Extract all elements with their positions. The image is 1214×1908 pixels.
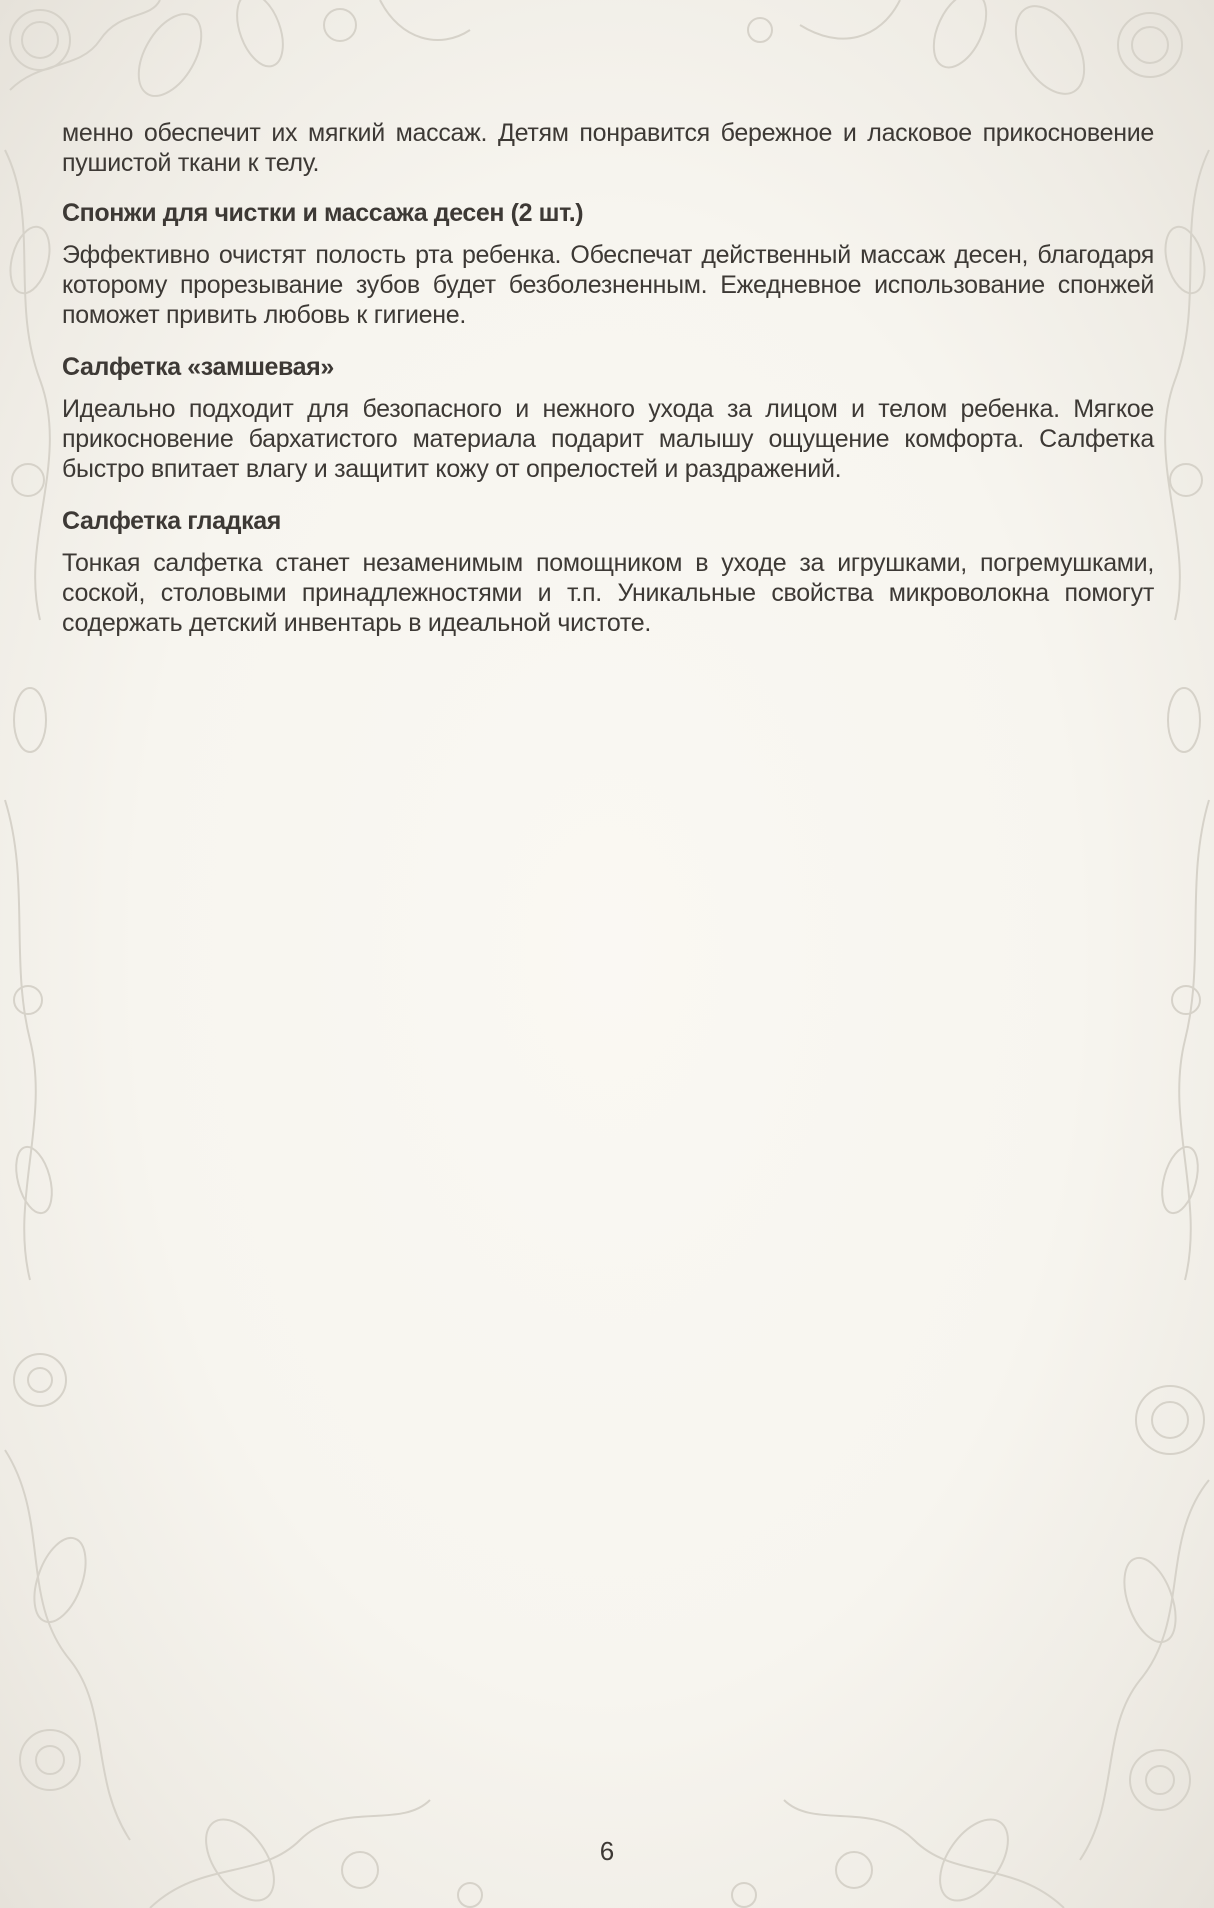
section-heading-sponges: Спонжи для чистки и массажа десен (2 шт.) xyxy=(62,199,584,227)
section-text-smooth-wipe: Тонкая салфетка станет незаменимым помощником в уходе за игрушками, погремушками, соской, столовыми принадлежностями и т.п. Уникальные свойства микроволокна помогут содержать детский инвентарь в идеальной чистоте. xyxy=(62,549,1154,637)
continued-paragraph: менно обеспечит их мягкий массаж. Детям понравится бережное и ласковое прикосновение пушистой ткани к телу. xyxy=(62,119,1154,177)
section-text-suede-wipe: Идеально подходит для безопасного и нежного ухода за лицом и телом ребенка. Мягкое прикосновение бархатистого материала подарит малышу ощущение комфорта. Салфетка быстро впитает влагу и защитит кожу от опрелостей и раздражений. xyxy=(62,395,1154,483)
section-text-sponges: Эффективно очистят полость рта ребенка. Обеспечат действенный массаж десен, благодаря которому прорезывание зубов будет безболезненным. Ежедневное использование спонжей поможет привить любовь к гигиене. xyxy=(62,241,1154,329)
section-heading-suede-wipe: Салфетка «замшевая» xyxy=(62,353,334,381)
page-number: 6 xyxy=(599,1836,615,1866)
document-body xyxy=(62,118,1154,652)
section-heading-smooth-wipe: Салфетка гладкая xyxy=(62,507,281,535)
